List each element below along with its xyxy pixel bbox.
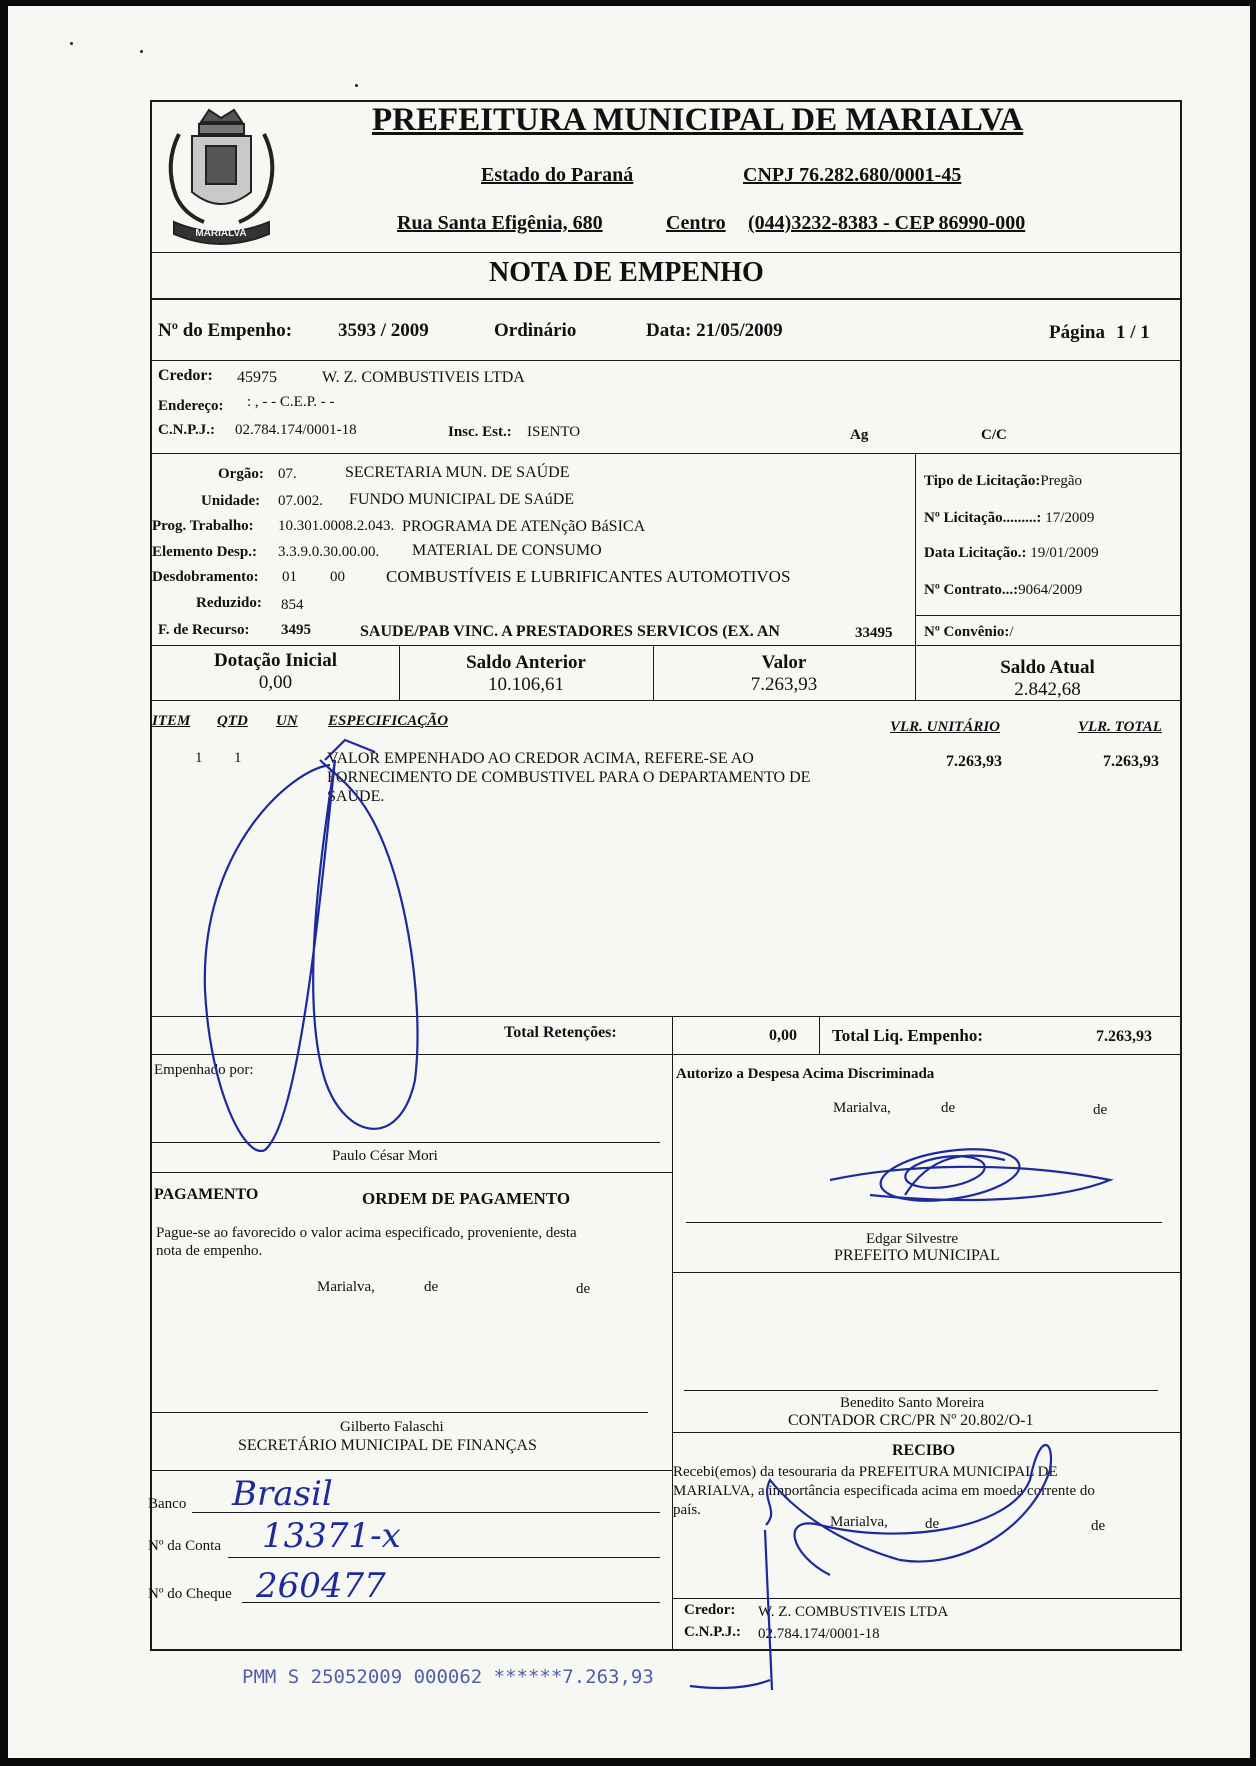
total-liquido-label: Total Liq. Empenho: [832, 1026, 983, 1045]
item-number: 1 [195, 750, 203, 766]
item-description-line: SAUDE. [327, 788, 385, 805]
reduzido-label: Reduzido: [196, 595, 262, 611]
insc-value: ISENTO [527, 424, 581, 440]
cheque-handwritten: 260477 [256, 1566, 386, 1606]
col-qtd: QTD [217, 713, 248, 729]
autorizo-de-1: de [941, 1100, 956, 1116]
unidade-name: FUNDO MUNICIPAL DE SAúDE [349, 491, 575, 508]
secretario-name: Gilberto Falaschi [340, 1419, 444, 1435]
header-cnpj: CNPJ 76.282.680/0001-45 [743, 164, 962, 186]
licitacao-num-label: Nº Licitação.........: 17/2009 [924, 510, 1095, 526]
header-state: Estado do Paraná [481, 164, 634, 186]
item-description-line: FORNECIMENTO DE COMBUSTIVEL PARA O DEPARTAMENTO DE [327, 769, 811, 786]
autorizo-de-2: de [1093, 1102, 1108, 1118]
desdobramento-b: 00 [330, 569, 345, 585]
orgao-code: 07. [278, 466, 297, 482]
unidade-label: Unidade: [201, 493, 261, 509]
total-retencoes-value: 0,00 [769, 1027, 797, 1044]
elemento-name: MATERIAL DE CONSUMO [412, 542, 602, 559]
header-phone-cep: (044)3232-8383 - CEP 86990-000 [748, 212, 1026, 234]
header-district: Centro [666, 212, 726, 234]
credor-code: 45975 [237, 369, 277, 386]
elemento-code: 3.3.9.0.30.00.00. [278, 544, 380, 560]
empenho-type: Ordinário [494, 320, 577, 341]
recibo-label: RECIBO [892, 1442, 956, 1459]
item-description-line: VALOR EMPENHADO AO CREDOR ACIMA, REFERE-SE AO [327, 750, 754, 767]
credor-name: W. Z. COMBUSTIVEIS LTDA [322, 369, 525, 386]
licitacao-data-label: Data Licitação.: 19/01/2009 [924, 545, 1099, 561]
ag-label: Ag [850, 427, 869, 443]
dotacao-inicial-label: Dotação Inicial [214, 650, 337, 671]
pagamento-de-2: de [576, 1281, 591, 1297]
desdobramento-a: 01 [282, 569, 297, 585]
contador-title: CONTADOR CRC/PR Nº 20.802/O-1 [788, 1412, 1034, 1429]
ordem-pagamento-label: ORDEM DE PAGAMENTO [362, 1189, 571, 1208]
prog-name: PROGRAMA DE ATENçãO BáSICA [402, 518, 646, 535]
item-total-value: 7.263,93 [1103, 753, 1159, 770]
empenho-number-value: 3593 / 2009 [338, 320, 429, 341]
reduzido-value: 854 [281, 597, 304, 613]
banco-label: Banco [148, 1496, 187, 1512]
signature-recibo [690, 1445, 1051, 1690]
saldo-anterior-label: Saldo Anterior [466, 652, 586, 673]
endereco-value: : , - - C.E.P. - - [247, 394, 335, 410]
contrato-label: Nº Contrato...:9064/2009 [924, 582, 1083, 598]
empenhado-label: Empenhado por: [154, 1062, 254, 1078]
total-retencoes-label: Total Retenções: [504, 1024, 617, 1041]
licitacao-tipo-value: Pregão [1040, 473, 1083, 489]
recibo-text-line: MARIALVA, a importância especificada acima em moeda corrente do [673, 1483, 1095, 1499]
licitacao-tipo-label: Tipo de Licitação:Pregão [924, 473, 1083, 489]
endereco-label: Endereço: [158, 398, 224, 414]
empenho-date: Data: 21/05/2009 [646, 320, 783, 341]
empenhado-name: Paulo César Mori [332, 1148, 438, 1164]
prefeito-name: Edgar Silvestre [866, 1231, 959, 1247]
recibo-credor-name: W. Z. COMBUSTIVEIS LTDA [758, 1604, 949, 1620]
page-number: 1 / 1 [1116, 322, 1150, 343]
elemento-label: Elemento Desp.: [152, 544, 257, 560]
recurso-label: F. de Recurso: [158, 622, 250, 638]
credor-label: Credor: [158, 367, 213, 384]
secretario-title: SECRETÁRIO MUNICIPAL DE FINANÇAS [238, 1437, 537, 1454]
pagamento-de-1: de [424, 1279, 439, 1295]
convenio-label: Nº Convênio:/ [924, 624, 1014, 640]
recibo-cnpj-value: 02.784.174/0001-18 [758, 1626, 880, 1642]
pagamento-text-line: nota de empenho. [156, 1243, 263, 1259]
recibo-text-line: país. [673, 1502, 701, 1518]
prog-code: 10.301.0008.2.043. [278, 518, 395, 534]
cc-label: C/C [981, 427, 1007, 443]
item-unit-value: 7.263,93 [946, 753, 1002, 770]
unidade-code: 07.002. [278, 493, 323, 509]
document-title: NOTA DE EMPENHO [489, 257, 764, 288]
cheque-label: Nº do Cheque [148, 1586, 232, 1602]
signature-empenhado [205, 740, 418, 1151]
recibo-text-line: Recebi(emos) da tesouraria da PREFEITURA MUNICIPAL DE [673, 1464, 1058, 1480]
cnpj-label: C.N.P.J.: [158, 422, 215, 438]
valor-value: 7.263,93 [750, 674, 818, 695]
recibo-credor-label: Credor: [684, 1602, 736, 1618]
valor-label: Valor [761, 652, 807, 673]
banco-handwritten: Brasil [232, 1474, 333, 1514]
orgao-label: Orgão: [218, 466, 264, 482]
crest-label: MARIALVA [195, 228, 247, 239]
contador-name: Benedito Santo Moreira [840, 1395, 985, 1411]
recurso-num: 33495 [855, 625, 893, 641]
convenio-value: / [1009, 624, 1014, 640]
recurso-name: SAUDE/PAB VINC. A PRESTADORES SERVICOS (EX. AN [360, 623, 780, 640]
cnpj-value: 02.784.174/0001-18 [235, 422, 357, 438]
autorizo-city: Marialva, [833, 1100, 891, 1116]
desdobramento-label: Desdobramento: [152, 569, 259, 585]
total-liquido-value: 7.263,93 [1096, 1028, 1152, 1045]
desdobramento-name: COMBUSTÍVEIS E LUBRIFICANTES AUTOMOTIVOS [386, 567, 791, 586]
saldo-anterior-value: 10.106,61 [488, 674, 564, 695]
saldo-atual-label: Saldo Atual [1000, 657, 1095, 678]
licitacao-num-value: 17/2009 [1041, 510, 1095, 526]
header-title: PREFEITURA MUNICIPAL DE MARIALVA [372, 102, 1024, 138]
conta-label: Nº da Conta [148, 1538, 221, 1554]
header-street: Rua Santa Efigênia, 680 [397, 212, 603, 234]
recibo-city: Marialva, [830, 1514, 888, 1530]
recibo-cnpj-label: C.N.P.J.: [684, 1624, 741, 1640]
signature-prefeito [830, 1141, 1110, 1208]
recurso-code: 3495 [281, 622, 311, 638]
col-vlr-total: VLR. TOTAL [1078, 719, 1162, 735]
autorizo-text: Autorizo a Despesa Acima Discriminada [676, 1066, 935, 1082]
conta-handwritten: 13371-x [262, 1516, 401, 1556]
pagamento-label: PAGAMENTO [154, 1186, 259, 1203]
col-un: UN [276, 713, 298, 729]
pagamento-city: Marialva, [317, 1279, 375, 1295]
prog-label: Prog. Trabalho: [152, 518, 254, 534]
pagamento-text-line: Pague-se ao favorecido o valor acima especificado, proveniente, desta [156, 1225, 577, 1241]
insc-label: Insc. Est.: [448, 424, 512, 440]
page-label: Página [1049, 322, 1105, 343]
col-especificacao: ESPECIFICAÇÃO [328, 713, 449, 729]
prefeito-title: PREFEITO MUNICIPAL [834, 1247, 1000, 1264]
recibo-de-2: de [1091, 1518, 1106, 1534]
empenho-number-label: Nº do Empenho: [158, 320, 293, 341]
dotacao-inicial-value: 0,00 [258, 672, 293, 693]
recibo-de-1: de [925, 1516, 940, 1532]
saldo-atual-value: 2.842,68 [1014, 679, 1081, 700]
col-item: ITEM [152, 713, 191, 729]
col-vlr-unitario: VLR. UNITÁRIO [890, 719, 1001, 735]
item-qtd: 1 [234, 750, 242, 766]
payment-stamp: PMM S 25052009 000062 ******7.263,93 [242, 1666, 654, 1688]
licitacao-data-value: 19/01/2009 [1026, 545, 1099, 561]
contrato-value: 9064/2009 [1018, 582, 1083, 598]
orgao-name: SECRETARIA MUN. DE SAÚDE [345, 464, 570, 481]
